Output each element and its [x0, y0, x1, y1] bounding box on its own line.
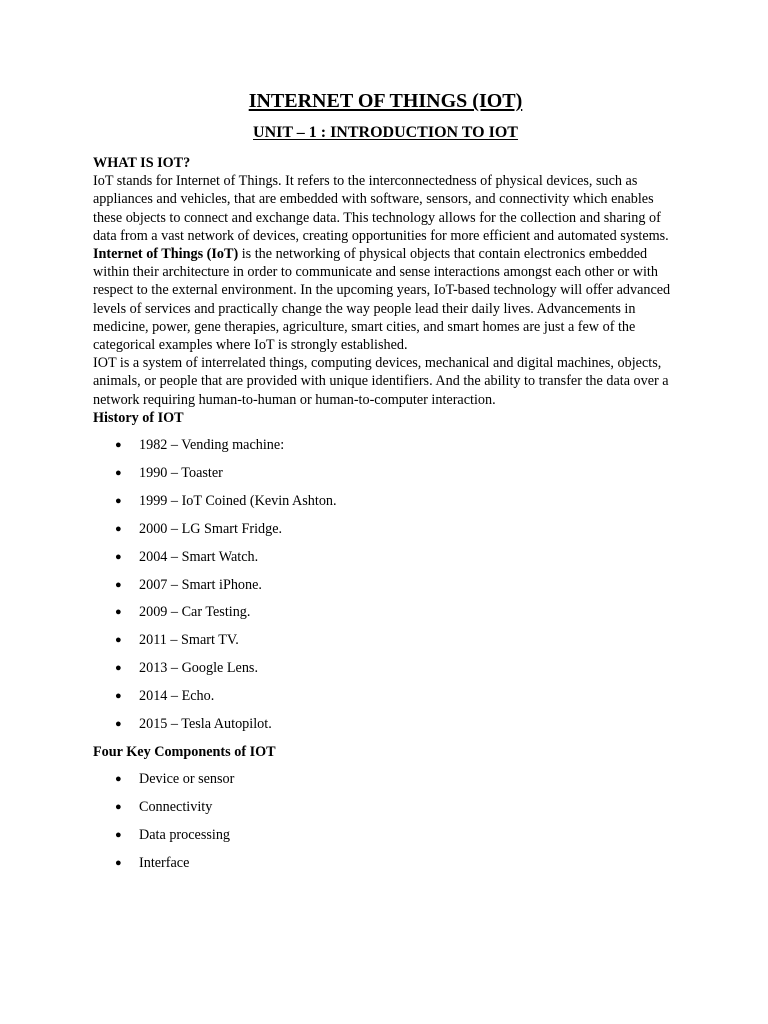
history-list — [93, 436, 678, 743]
bullet-icon: ● — [115, 856, 122, 869]
bullet-icon: ● — [115, 690, 122, 703]
document-subtitle: UNIT – 1 : INTRODUCTION TO IOT — [253, 124, 518, 141]
intro-paragraph-2 — [93, 245, 678, 354]
bullet-icon: ● — [115, 662, 122, 675]
iot-bold-term: Internet of Things (IoT) — [93, 246, 239, 263]
bullet-icon: ● — [115, 634, 122, 647]
bullet-icon: ● — [115, 800, 122, 813]
document-page — [93, 88, 678, 882]
document-title: INTERNET OF THINGS (IOT) — [248, 90, 523, 112]
list-item: ● 1990 – Toaster — [115, 464, 223, 481]
bullet-icon: ● — [115, 717, 122, 730]
bullet-icon: ● — [115, 828, 122, 841]
bullet-icon: ● — [115, 550, 122, 563]
bullet-icon: ● — [115, 522, 122, 535]
bullet-icon: ● — [115, 494, 122, 507]
intro-paragraph-2-text: is the networking of physical objects that contain electronics embedded within their architecture in order to communicate and sense interactions amongst each other or with respect to the external environment. In the upcoming years, IoT-based technology will offer advanced levels of services and practically change the way people lead their daily lives. Advancements in medicine, power, gene therapies, agriculture, smart cities, and smart homes are just a few of the categorical examples where IoT is strongly established. — [93, 246, 671, 354]
list-item: ● Connectivity — [115, 798, 213, 815]
list-item: ● 2011 – Smart TV. — [115, 632, 239, 649]
list-item: ● 1999 – IoT Coined (Kevin Ashton. — [115, 492, 337, 509]
list-item: ● 2007 – Smart iPhone. — [115, 576, 262, 593]
what-is-iot-heading: WHAT IS IOT? — [93, 155, 191, 171]
list-item: ● Device or sensor — [115, 771, 235, 788]
bullet-icon: ● — [115, 578, 122, 591]
history-heading: History of IOT — [93, 409, 184, 426]
list-item: ● 2015 – Tesla Autopilot. — [115, 715, 272, 732]
list-item: ● Data processing — [115, 826, 231, 843]
list-item: ● 2004 – Smart Watch. — [115, 548, 259, 565]
list-item: ● 2014 – Echo. — [115, 688, 215, 705]
components-list — [93, 770, 678, 882]
components-heading: Four Key Components of IOT — [93, 743, 276, 760]
list-item: ● 1982 – Vending machine: — [115, 437, 285, 454]
bullet-icon: ● — [115, 439, 122, 452]
bullet-icon: ● — [115, 606, 122, 619]
list-item: ● 2009 – Car Testing. — [115, 604, 251, 621]
bullet-icon: ● — [115, 773, 122, 786]
list-item: ● 2000 – LG Smart Fridge. — [115, 520, 283, 537]
intro-paragraph-1: IoT stands for Internet of Things. It refers to the interconnectedness of physical devices, such as appliances and vehicles, that are embedded with software, sensors, and connectivity which enables these objects to connect and exchange data. This technology allows for the collection and sharing of data from a vast network of devices, creating opportunities for more efficient and automated systems. — [93, 173, 669, 244]
list-item: ● Interface — [115, 854, 190, 871]
list-item: ● 2013 – Google Lens. — [115, 660, 259, 677]
bullet-icon: ● — [115, 466, 122, 479]
intro-paragraph-3: IOT is a system of interrelated things, computing devices, mechanical and digital machines, objects, animals, or people that are provided with unique identifiers. And the ability to transfer the data over a network requiring human-to-human or human-to-computer interaction. — [93, 355, 669, 408]
